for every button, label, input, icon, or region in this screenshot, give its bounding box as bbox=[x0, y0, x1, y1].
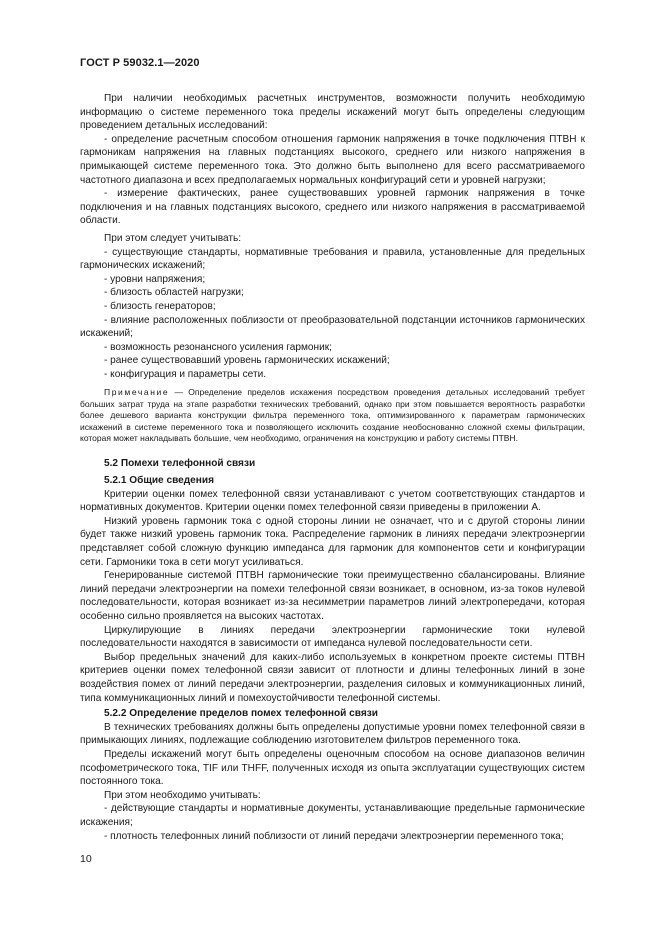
list-item: - возможность резонансного усиления гармоник; bbox=[104, 341, 332, 353]
paragraph: В технических требованиях должны быть определены допустимые уровни помех телефонной связи в примыкающих линиях, подлежащие соблюдению изготовителем фильтров переменного тока. bbox=[80, 721, 585, 747]
paragraph: При этом необходимо учитывать: bbox=[104, 789, 261, 801]
list-item: - близость областей нагрузки; bbox=[104, 287, 244, 299]
list-item: - определение расчетным способом отношения гармоник напряжения в точке подключения ПТВН к гармоникам напряжения на главных подстанциях высокого, среднего или низкого напряжения в примыкающей системе переменного тока. Это должно быть выполнено для всего рассматриваемого частотного диапазона и всех предполагаемых нормальных конфигураций сети и уровней нагрузки; bbox=[80, 133, 585, 186]
list-item: - существующие стандарты, нормативные требования и правила, установленные для предельных гармонических искажений; bbox=[80, 246, 585, 272]
list-item: - действующие стандарты и нормативные документы, устанавливающие предельные гармонические искажения; bbox=[80, 803, 585, 828]
list-item: - ранее существовавший уровень гармонических искажений; bbox=[104, 355, 390, 367]
page-number: 10 bbox=[80, 853, 92, 865]
subsection-heading: 5.2.1 Общие сведения bbox=[104, 475, 214, 487]
intro-paragraph: При наличии необходимых расчетных инструментов, возможности получить необходимую информацию о системе переменного тока пределы искажений могут быть определены следующим проведением детальных исследований: bbox=[80, 93, 585, 132]
list-item: - конфигурация и параметры сети. bbox=[104, 368, 267, 380]
list-item: - уровни напряжения; bbox=[104, 273, 206, 285]
note-text: — Определение пределов искажения посредством проведения детальных исследований требует больших затрат труда на этапе разработки технических требований, однако при этом повышается вероятность разработки более дешевого варианта конструкции фильтра переменного тока, оптимизированного к параметрам гармонических искажений в системе переменного тока и позволяющего исключить создание необоснованно сложной схемы фильтрации, которая может накладывать большие, чем необходимо, ограничения на конструкцию и работу системы ПТВН. bbox=[80, 387, 585, 444]
list-item: - плотность телефонных линий поблизости от линий передачи электроэнергии переменного тока; bbox=[104, 830, 564, 842]
list-item: - близость генераторов; bbox=[104, 300, 216, 312]
paragraph: Выбор предельных значений для каких-либо используемых в конкретном проекте системы ПТВН критериев оценки помех телефонной связи зависит от плотности и длины телефонных линий в зоне воздействия помех от линий передачи электроэнергии, разделения силовых и коммуникационных линий, типа коммуникационных линий и помехоустойчивости телефонной системы. bbox=[80, 651, 585, 704]
document-code-header: ГОСТ Р 59032.1—2020 bbox=[80, 57, 200, 69]
consider-lead: При этом следует учитывать: bbox=[104, 232, 242, 244]
paragraph: Циркулирующие в линиях передачи электроэнергии гармонические токи нулевой последовательности находятся в зависимости от импеданса нулевой последовательности сети. bbox=[80, 624, 585, 650]
section-heading: 5.2 Помехи телефонной связи bbox=[104, 457, 256, 469]
list-item: - влияние расположенных поблизости от преобразовательной подстанции источников гармонических искажений; bbox=[80, 314, 585, 340]
page-content bbox=[80, 92, 585, 843]
note-label: Примечание bbox=[104, 387, 170, 398]
subsection-heading: 5.2.2 Определение пределов помех телефонной связи bbox=[104, 708, 378, 720]
paragraph: Генерированные системой ПТВН гармонические токи преимущественно сбалансированы. Влияние линий передачи электроэнергии на помехи телефонной связи возникает, в основном, из-за токов нулевой последовательности, которая возникает из-за несимметрии параметров линий электропередачи, которая особенно сильно проявляется на высоких частотах. bbox=[80, 570, 585, 623]
list-item: - измерение фактических, ранее существовавших уровней гармоник напряжения в точке подключения и на главных подстанциях высокого, среднего или низкого напряжения в рассматриваемой области. bbox=[80, 188, 585, 227]
note-block bbox=[80, 387, 585, 444]
paragraph: Пределы искажений могут быть определены оценочным способом на основе диапазонов величин псофометрического тока, TIF или THFF, полученных исходя из опыта эксплуатации существующих систем постоянного тока. bbox=[80, 748, 585, 788]
paragraph: Низкий уровень гармоник тока с одной стороны линии не означает, что и с другой стороны линии будет также низкий уровень гармоник тока. Распределение гармоник в линиях передачи электроэнергии представляет собой сложную функцию импеданса для гармоник для компонентов сети и конфигурации сети. Гармоники тока в сети могут усиливаться. bbox=[80, 515, 585, 568]
paragraph: Критерии оценки помех телефонной связи устанавливают с учетом соответствующих стандартов и нормативных документов. Критерии оценки помех телефонной связи приведены в приложении А. bbox=[80, 488, 585, 514]
